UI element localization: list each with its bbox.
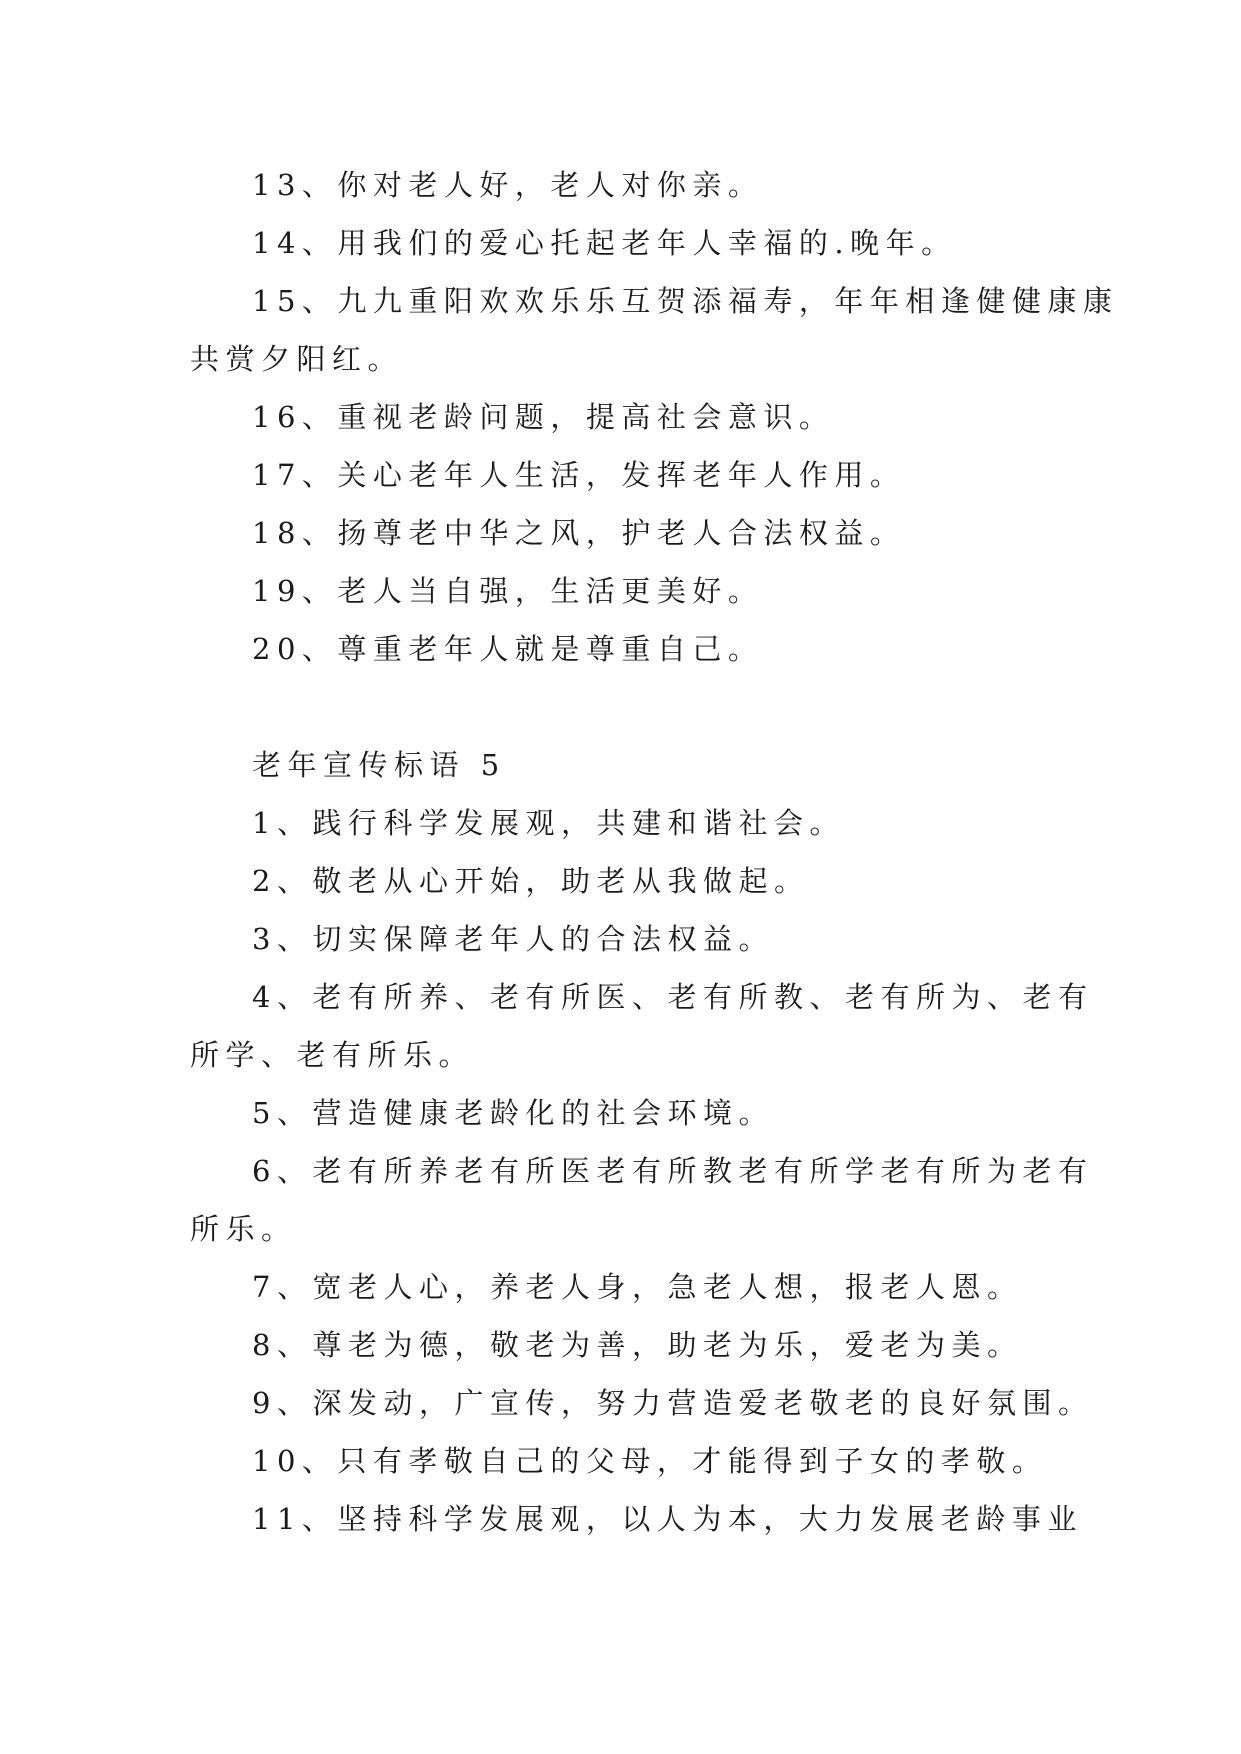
text-line: 所学、老有所乐。 (190, 1038, 475, 1072)
text-line: 16、重视老龄问题，提高社会意识。 (252, 400, 835, 434)
text-line: 17、关心老年人生活，发挥老年人作用。 (252, 458, 906, 492)
text-line: 13、你对老人好，老人对你亲。 (252, 168, 764, 202)
text-line: 所乐。 (190, 1212, 297, 1246)
text-line: 18、扬尊老中华之风，护老人合法权益。 (252, 516, 906, 550)
text-line: 10、只有孝敬自己的父母，才能得到子女的孝敬。 (252, 1444, 1048, 1478)
text-line: 14、用我们的爱心托起老年人幸福的.晚年。 (252, 226, 957, 260)
text-line: 1、践行科学发展观，共建和谐社会。 (252, 806, 845, 840)
text-line: 9、深发动，广宣传，努力营造爱老敬老的良好氛围。 (252, 1386, 1094, 1420)
text-line: 6、老有所养老有所医老有所教老有所学老有所为老有 (252, 1154, 1094, 1188)
text-line: 8、尊老为德，敬老为善，助老为乐，爱老为美。 (252, 1328, 1023, 1362)
text-line: 2、敬老从心开始，助老从我做起。 (252, 864, 810, 898)
text-line: 7、宽老人心，养老人身，急老人想，报老人恩。 (252, 1270, 1023, 1304)
text-line: 19、老人当自强，生活更美好。 (252, 574, 764, 608)
section-heading: 老年宣传标语 5 (252, 748, 506, 782)
text-line: 4、老有所养、老有所医、老有所教、老有所为、老有 (252, 980, 1094, 1014)
text-line: 11、坚持科学发展观，以人为本，大力发展老龄事业 (252, 1502, 1083, 1536)
text-line: 3、切实保障老年人的合法权益。 (252, 922, 774, 956)
text-line: 15、九九重阳欢欢乐乐互贺添福寿，年年相逢健健康康 (252, 284, 1119, 318)
text-line: 共赏夕阳红。 (190, 342, 404, 376)
text-line: 20、尊重老年人就是尊重自己。 (252, 632, 764, 666)
text-line: 5、营造健康老龄化的社会环境。 (252, 1096, 774, 1130)
